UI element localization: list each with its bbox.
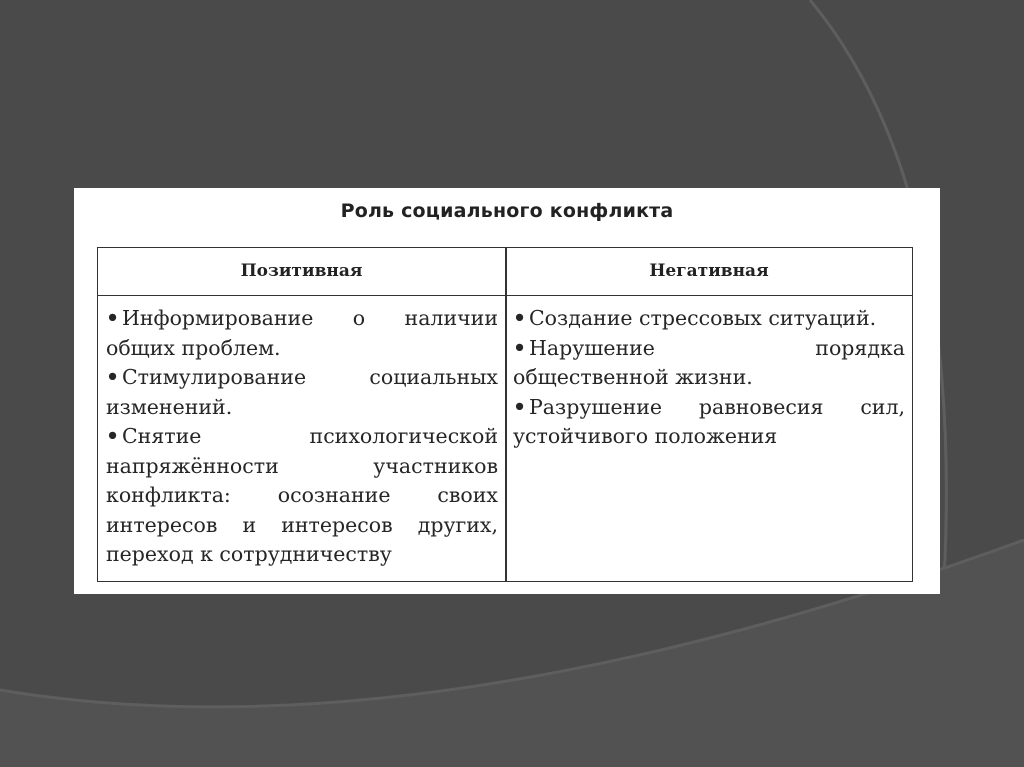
table-title: Роль социального конфликта [340, 200, 674, 222]
bullet-icon: • [106, 365, 120, 389]
header-positive: Позитивная [240, 261, 363, 281]
list-item-text: Стимулирование социальных изменений. [106, 365, 498, 419]
positive-cell [106, 304, 498, 570]
list-item [106, 422, 498, 570]
conflict-table [97, 247, 913, 582]
list-item-text: Разрушение равновесия сил, устойчивого положения [513, 394, 905, 448]
bullet-icon: • [513, 394, 527, 419]
list-item-text: Нарушение порядка общественной жизни. [513, 335, 905, 389]
list-item [106, 363, 498, 422]
bullet-icon: • [106, 424, 120, 448]
list-item-text: Создание стрессовых ситуаций. [529, 306, 877, 330]
list-item [513, 393, 905, 452]
bullet-icon: • [513, 306, 527, 330]
column-divider [505, 248, 507, 581]
list-item [513, 304, 905, 334]
bullet-icon: • [106, 306, 120, 330]
list-item-text: Информирование о наличии общих проблем. [106, 306, 498, 360]
bullet-icon: • [513, 335, 527, 360]
negative-cell [513, 304, 905, 452]
list-item [106, 304, 498, 363]
list-item [513, 334, 905, 393]
list-item-text: Снятие психологической напряжённости участников конфликта: осознание своих интересов и интересов других, переход к сотрудничеству [106, 424, 498, 566]
header-negative: Негативная [649, 261, 769, 281]
table-image [74, 188, 940, 594]
table-header-row [98, 248, 912, 296]
